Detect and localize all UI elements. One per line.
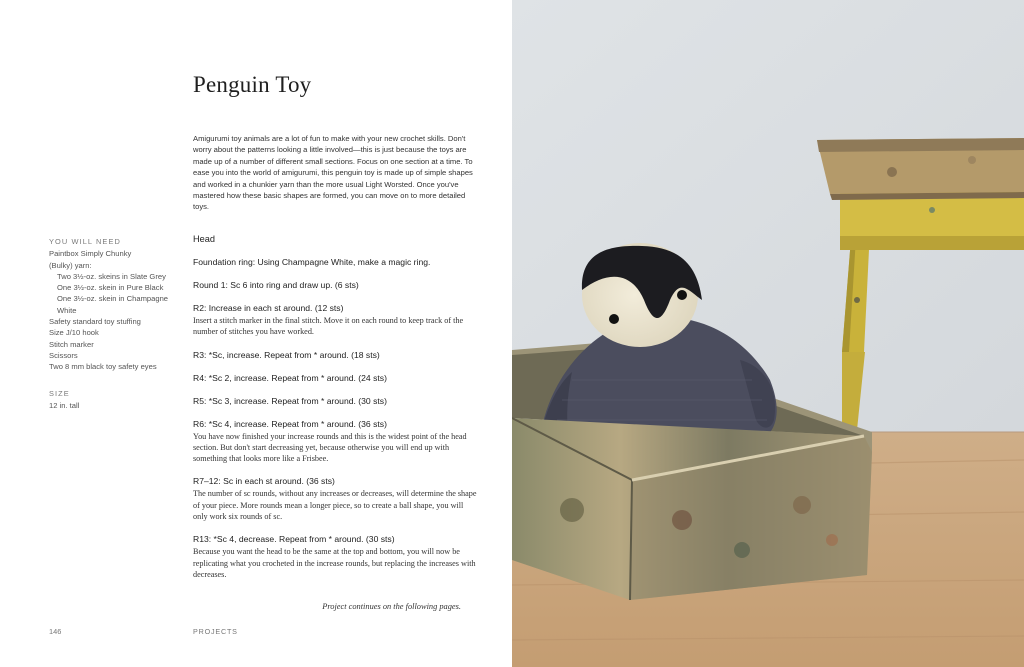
material-item: One 3½-oz. skein in Champagne White: [57, 294, 169, 315]
pattern-step: [193, 350, 478, 361]
page-number: 146: [49, 627, 62, 636]
pattern-step: [193, 280, 478, 291]
step-title: Foundation ring: Using Champagne White, make a magic ring.: [193, 257, 431, 267]
page-title: Penguin Toy: [193, 72, 312, 97]
step-title: R6: *Sc 4, increase. Repeat from * around. (36 sts): [193, 418, 387, 429]
material-item: Size J/10 hook: [49, 328, 99, 338]
materials-sidebar: [49, 236, 184, 411]
pattern-step: [193, 303, 478, 338]
pattern-step: [193, 396, 478, 407]
material-item: One 3½-oz. skein in Pure Black: [57, 283, 164, 293]
pattern-step: [193, 373, 478, 384]
penguin-photo-illustration: [512, 0, 1024, 667]
section-heading: Head: [193, 234, 215, 244]
continued-note: Project continues on the following pages.: [322, 602, 461, 611]
step-title: R7–12: Sc in each st around. (36 sts): [193, 476, 335, 487]
intro-paragraph: Amigurumi toy animals are a lot of fun to make with your new crochet skills. Don't worry about the patterns looking a little involved—this is just because the toys are made up of a number of different small sections. Focus on one section at a time. To ease you into the world of amigurumi, this penguin toy is made up of simple shapes and worked in a chunkier yarn than the more usual Light Worsted. Once you've mastered how these basic shapes are formed, you can move on to more detailed toys.: [193, 134, 473, 212]
pattern-step: [193, 476, 478, 522]
step-note: You have now finished your increase rounds and this is the widest point of the head section. But don't start decreasing yet, because otherwise you will end up with something that looks more like a Frisbee.: [193, 431, 467, 464]
you-will-need-heading: YOU WILL NEED: [49, 237, 121, 246]
material-item: Paintbox Simply Chunky: [49, 249, 132, 259]
size-heading: SIZE: [49, 388, 70, 398]
step-title: Round 1: Sc 6 into ring and draw up. (6 sts): [193, 280, 359, 290]
step-note: The number of sc rounds, without any increases or decreases, will determine the shape of your piece. More rounds mean a longer piece, so to create a ball shape, you will only work six rounds of sc.: [193, 489, 477, 522]
material-item: Safety standard toy stuffing: [49, 317, 141, 327]
step-note: Because you want the head to be the same at the top and bottom, you will now be replicating what you crocheted in the increase rounds, but replacing the increases with decreases.: [193, 547, 476, 579]
step-title: R4: *Sc 2, increase. Repeat from * around. (24 sts): [193, 372, 387, 383]
step-title: R3: *Sc, increase. Repeat from * around. (18 sts): [193, 349, 380, 360]
material-item: (Bulky) yarn:: [49, 260, 92, 270]
step-title: R2: Increase in each st around. (12 sts): [193, 303, 344, 313]
running-footer: PROJECTS: [193, 627, 238, 636]
step-title: R13: *Sc 4, decrease. Repeat from * around. (30 sts): [193, 534, 395, 545]
pattern-step: [193, 534, 478, 580]
step-note: Insert a stitch marker in the final stitch. Move it on each round to keep track of the number of stitches you have worked.: [193, 316, 464, 337]
material-item: Two 8 mm black toy safety eyes: [49, 362, 157, 372]
material-item: Stitch marker: [49, 339, 94, 349]
size-value: 12 in. tall: [49, 400, 80, 410]
material-item: Two 3½-oz. skeins in Slate Grey: [57, 271, 166, 281]
pattern-steps: [193, 234, 478, 592]
pattern-step: [193, 419, 478, 465]
pattern-step: [193, 257, 478, 268]
material-item: Scissors: [49, 350, 78, 360]
step-title: R5: *Sc 3, increase. Repeat from * around. (30 sts): [193, 395, 387, 406]
penguin-photo: [512, 0, 1024, 667]
